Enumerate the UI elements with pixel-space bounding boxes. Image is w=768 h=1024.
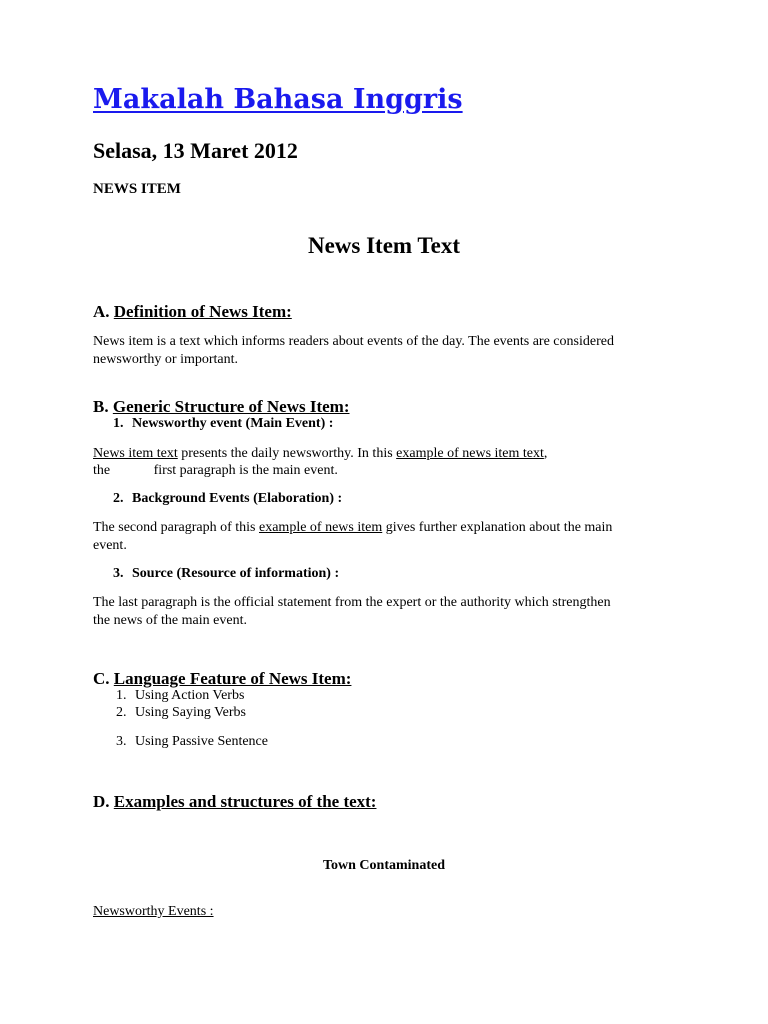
paragraph-line: the news of the main event. bbox=[93, 613, 247, 628]
paragraph-line: News item is a text which informs readers about events of the day. The events are considered bbox=[93, 334, 614, 349]
list-item bbox=[113, 566, 339, 582]
section-title: Definition of News Item: bbox=[113, 302, 292, 321]
list-label: Using Saying Verbs bbox=[135, 705, 246, 720]
paragraph-line bbox=[93, 445, 547, 463]
list-label: Newsworthy event (Main Event) : bbox=[132, 416, 334, 431]
list-number: 3. bbox=[116, 734, 127, 749]
list-number: 2. bbox=[116, 705, 127, 720]
document-title: News Item Text bbox=[307, 233, 461, 258]
example-title: Town Contaminated bbox=[322, 858, 445, 873]
section-title: Language Feature of News Item: bbox=[113, 669, 352, 688]
list-label: Background Events (Elaboration) : bbox=[132, 491, 343, 506]
paragraph-line: The last paragraph is the official statement from the expert or the authority which strengthen bbox=[93, 595, 611, 610]
section-a-heading bbox=[93, 302, 292, 322]
paragraph-line: event. bbox=[93, 538, 127, 553]
section-c-heading bbox=[93, 669, 351, 689]
post-date: Selasa, 13 Maret 2012 bbox=[93, 138, 298, 163]
list-number: 1. bbox=[116, 688, 127, 703]
list-number: 1. bbox=[113, 416, 124, 431]
list-label: Using Passive Sentence bbox=[135, 734, 268, 749]
paragraph-text: , bbox=[543, 446, 548, 461]
section-b-heading bbox=[93, 397, 350, 417]
list-item bbox=[113, 491, 342, 507]
list-label: Using Action Verbs bbox=[135, 688, 245, 703]
section-d-heading bbox=[93, 792, 376, 812]
news-item-text-link[interactable]: News item text bbox=[93, 446, 178, 461]
list-item bbox=[116, 688, 244, 704]
paragraph-text: first paragraph is the main event. bbox=[153, 463, 338, 478]
example-subheading: Newsworthy Events : bbox=[93, 904, 214, 919]
section-letter: A. bbox=[93, 302, 110, 321]
list-item bbox=[116, 705, 246, 721]
example-news-item-link[interactable]: example of news item bbox=[259, 520, 383, 535]
paragraph-text: The second paragraph of this bbox=[93, 520, 259, 535]
paragraph-text: gives further explanation about the main bbox=[382, 520, 613, 535]
blog-title-link[interactable]: Makalah Bahasa Inggris bbox=[93, 84, 463, 115]
paragraph-line bbox=[93, 519, 612, 537]
list-number: 2. bbox=[113, 491, 124, 506]
paragraph-text: the bbox=[93, 463, 111, 478]
list-label: Source (Resource of information) : bbox=[132, 566, 340, 581]
post-category: NEWS ITEM bbox=[93, 181, 181, 197]
example-news-item-text-link[interactable]: example of news item text bbox=[396, 446, 544, 461]
paragraph-text: presents the daily newsworthy. In this bbox=[177, 446, 397, 461]
paragraph-line: newsworthy or important. bbox=[93, 352, 239, 367]
list-item bbox=[113, 416, 333, 432]
paragraph-line bbox=[93, 462, 338, 480]
section-letter: C. bbox=[93, 669, 110, 688]
section-title: Generic Structure of News Item: bbox=[112, 397, 350, 416]
section-letter: B. bbox=[93, 397, 109, 416]
section-letter: D. bbox=[93, 792, 110, 811]
list-number: 3. bbox=[113, 566, 124, 581]
section-title: Examples and structures of the text: bbox=[113, 792, 377, 811]
list-item bbox=[116, 734, 268, 750]
